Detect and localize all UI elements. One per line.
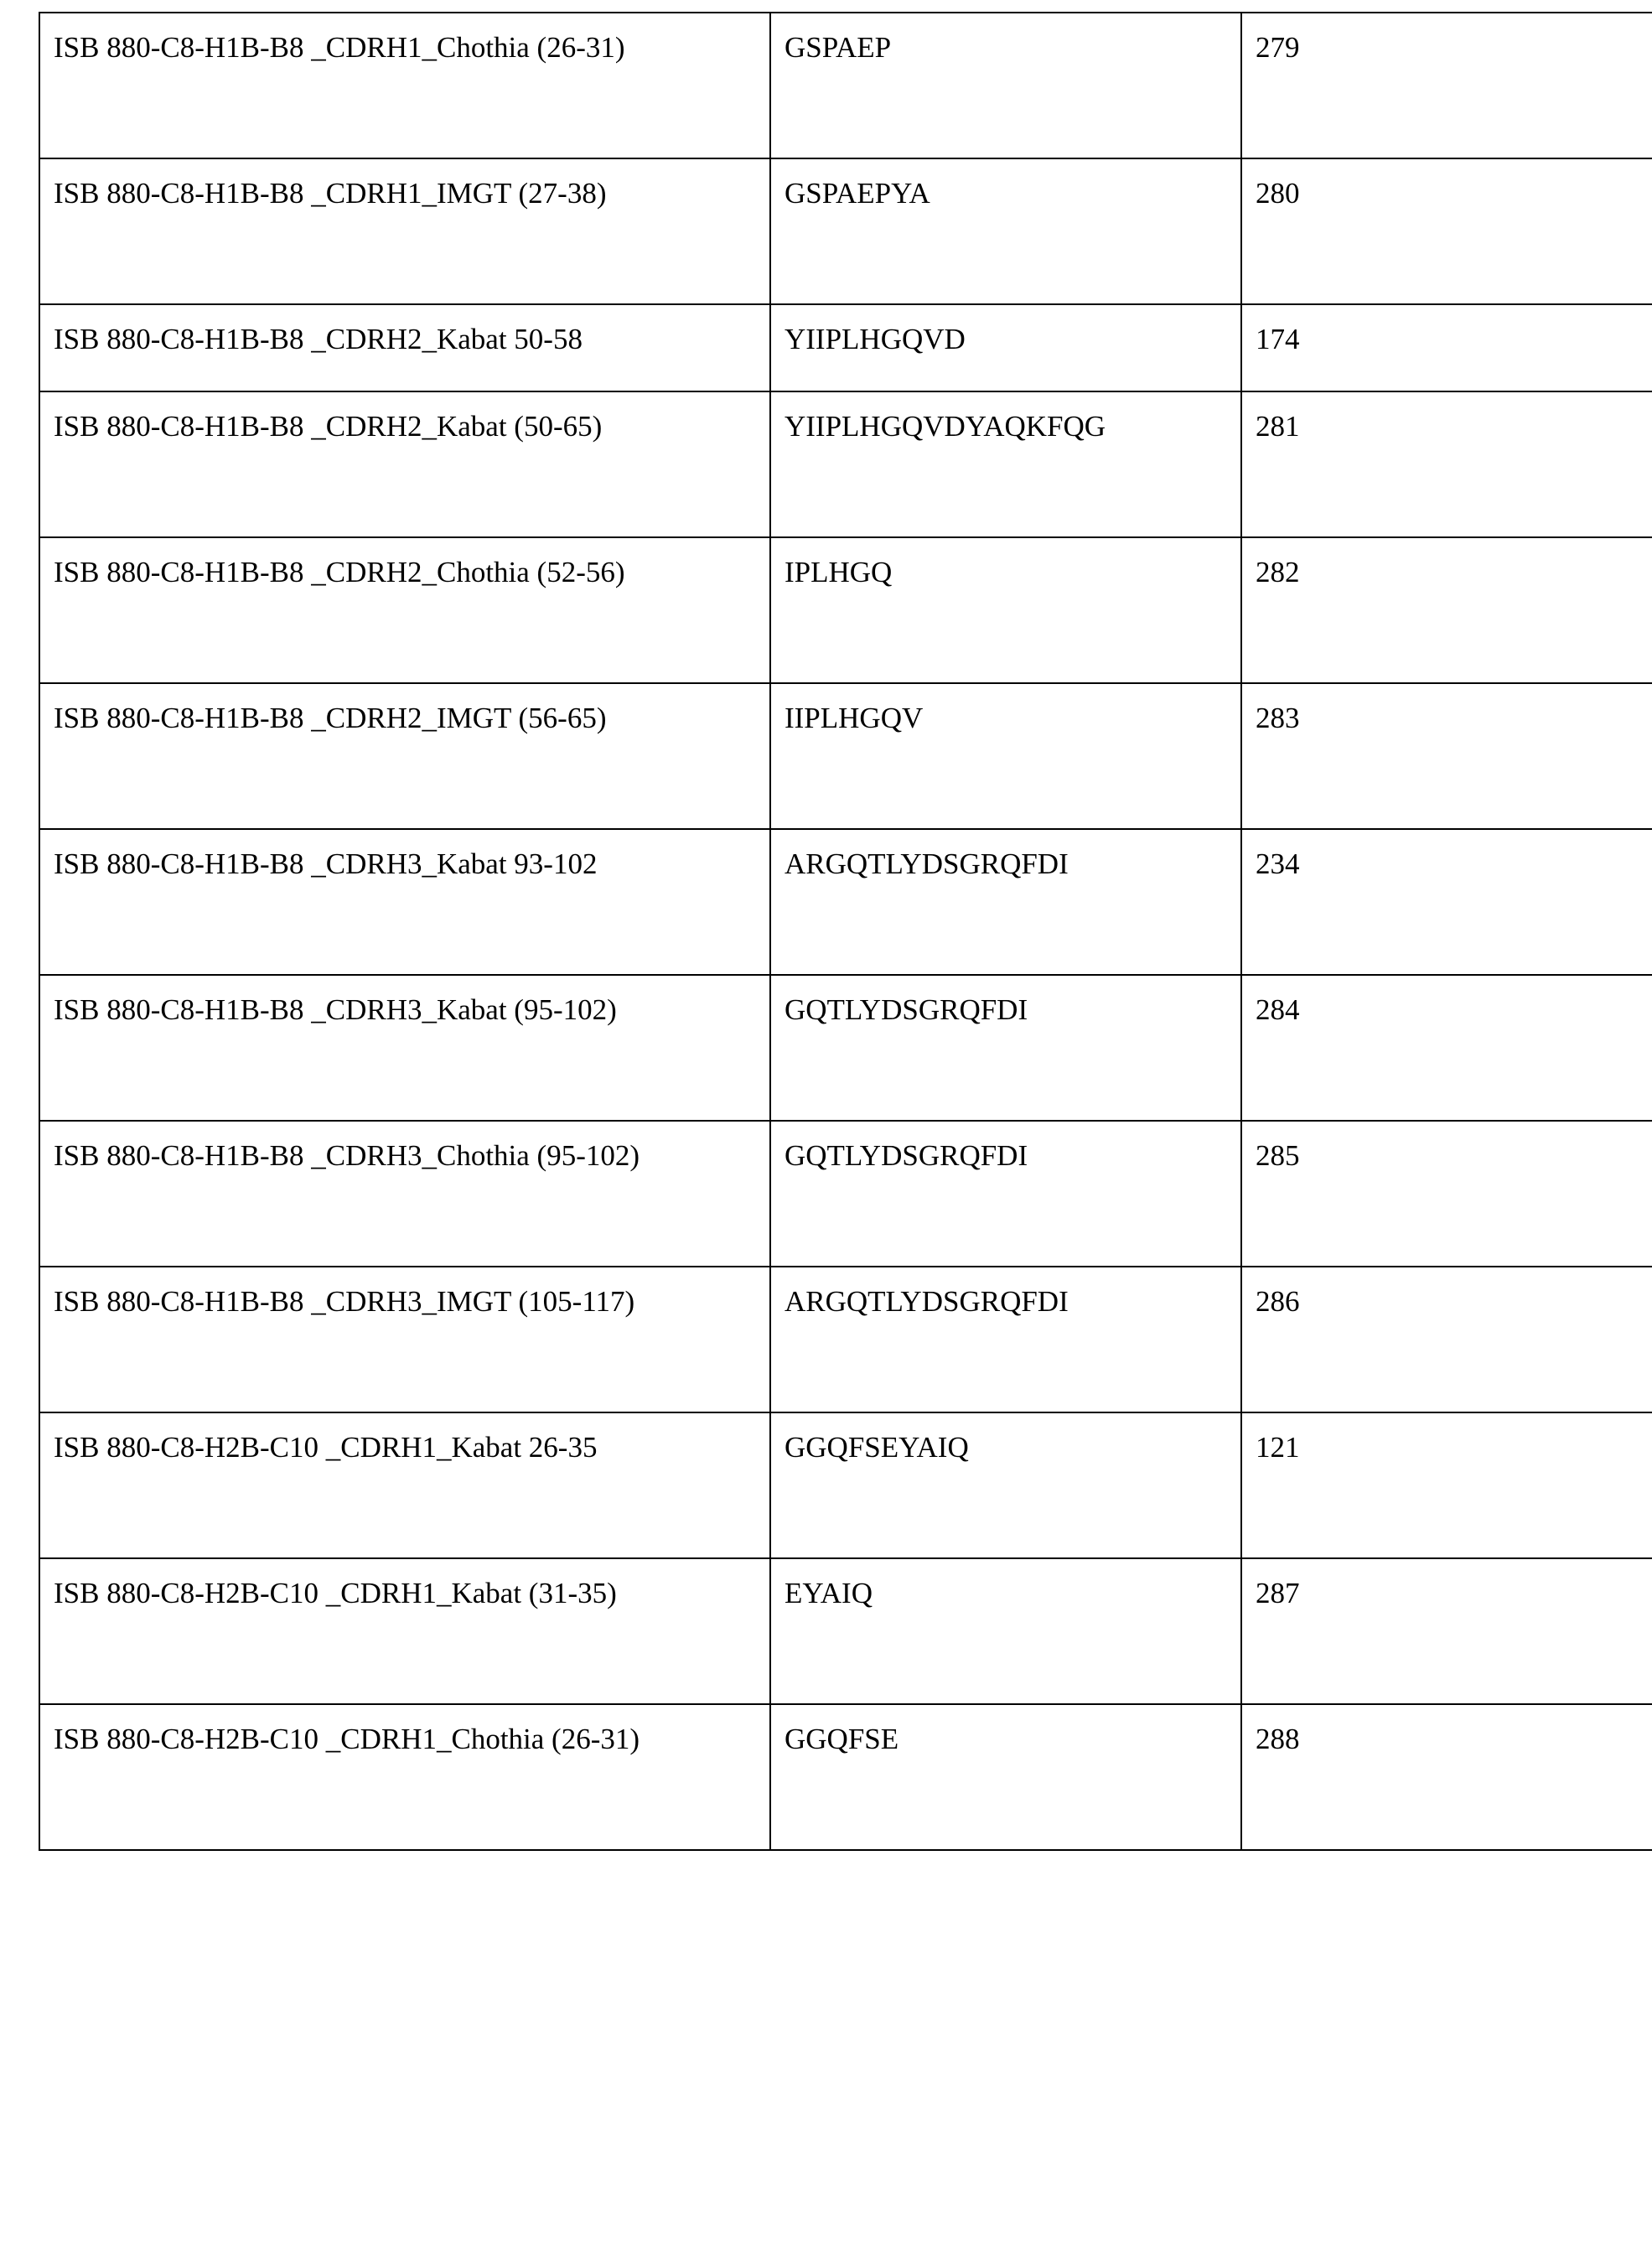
cell-seq-id: 288 bbox=[1241, 1704, 1652, 1850]
cell-seq-id: 280 bbox=[1241, 158, 1652, 304]
table-row bbox=[39, 1267, 1652, 1412]
cell-sequence-name: ISB 880-C8-H1B-B8 _CDRH1_IMGT (27-38) bbox=[39, 158, 770, 304]
cell-sequence-name: ISB 880-C8-H1B-B8 _CDRH2_Chothia (52-56) bbox=[39, 537, 770, 683]
table-row bbox=[39, 537, 1652, 683]
cell-sequence: GQTLYDSGRQFDI bbox=[770, 975, 1241, 1121]
cell-sequence: ARGQTLYDSGRQFDI bbox=[770, 829, 1241, 975]
table-row bbox=[39, 683, 1652, 829]
sequence-table bbox=[39, 12, 1652, 1851]
cell-sequence: GGQFSEYAIQ bbox=[770, 1412, 1241, 1558]
cell-sequence: IIPLHGQV bbox=[770, 683, 1241, 829]
cell-seq-id: 285 bbox=[1241, 1121, 1652, 1267]
cell-sequence-name: ISB 880-C8-H1B-B8 _CDRH2_Kabat 50-58 bbox=[39, 304, 770, 391]
cell-seq-id: 121 bbox=[1241, 1412, 1652, 1558]
cell-sequence: IPLHGQ bbox=[770, 537, 1241, 683]
cell-seq-id: 279 bbox=[1241, 13, 1652, 158]
cell-sequence-name: ISB 880-C8-H1B-B8 _CDRH3_IMGT (105-117) bbox=[39, 1267, 770, 1412]
cell-sequence-name: ISB 880-C8-H1B-B8 _CDRH2_Kabat (50-65) bbox=[39, 391, 770, 537]
cell-sequence: GQTLYDSGRQFDI bbox=[770, 1121, 1241, 1267]
table-body bbox=[39, 13, 1652, 1850]
cell-sequence-name: ISB 880-C8-H1B-B8 _CDRH3_Kabat 93-102 bbox=[39, 829, 770, 975]
table-row bbox=[39, 975, 1652, 1121]
cell-seq-id: 174 bbox=[1241, 304, 1652, 391]
cell-seq-id: 286 bbox=[1241, 1267, 1652, 1412]
cell-sequence: GSPAEPYA bbox=[770, 158, 1241, 304]
table-row bbox=[39, 1704, 1652, 1850]
cell-seq-id: 284 bbox=[1241, 975, 1652, 1121]
table-row bbox=[39, 829, 1652, 975]
table-row bbox=[39, 1121, 1652, 1267]
cell-sequence: GGQFSE bbox=[770, 1704, 1241, 1850]
cell-sequence-name: ISB 880-C8-H2B-C10 _CDRH1_Kabat 26-35 bbox=[39, 1412, 770, 1558]
table-row bbox=[39, 1412, 1652, 1558]
cell-sequence-name: ISB 880-C8-H1B-B8 _CDRH3_Kabat (95-102) bbox=[39, 975, 770, 1121]
cell-seq-id: 287 bbox=[1241, 1558, 1652, 1704]
cell-sequence: ARGQTLYDSGRQFDI bbox=[770, 1267, 1241, 1412]
cell-sequence-name: ISB 880-C8-H1B-B8 _CDRH2_IMGT (56-65) bbox=[39, 683, 770, 829]
table-row bbox=[39, 304, 1652, 391]
table-row bbox=[39, 1558, 1652, 1704]
cell-seq-id: 281 bbox=[1241, 391, 1652, 537]
cell-sequence-name: ISB 880-C8-H2B-C10 _CDRH1_Chothia (26-31) bbox=[39, 1704, 770, 1850]
cell-seq-id: 283 bbox=[1241, 683, 1652, 829]
cell-sequence-name: ISB 880-C8-H1B-B8 _CDRH1_Chothia (26-31) bbox=[39, 13, 770, 158]
table-row bbox=[39, 13, 1652, 158]
cell-sequence: GSPAEP bbox=[770, 13, 1241, 158]
cell-sequence: EYAIQ bbox=[770, 1558, 1241, 1704]
cell-sequence: YIIPLHGQVDYAQKFQG bbox=[770, 391, 1241, 537]
cell-seq-id: 282 bbox=[1241, 537, 1652, 683]
table-row bbox=[39, 391, 1652, 537]
table-row bbox=[39, 158, 1652, 304]
cell-sequence-name: ISB 880-C8-H1B-B8 _CDRH3_Chothia (95-102) bbox=[39, 1121, 770, 1267]
cell-sequence: YIIPLHGQVD bbox=[770, 304, 1241, 391]
cell-sequence-name: ISB 880-C8-H2B-C10 _CDRH1_Kabat (31-35) bbox=[39, 1558, 770, 1704]
cell-seq-id: 234 bbox=[1241, 829, 1652, 975]
